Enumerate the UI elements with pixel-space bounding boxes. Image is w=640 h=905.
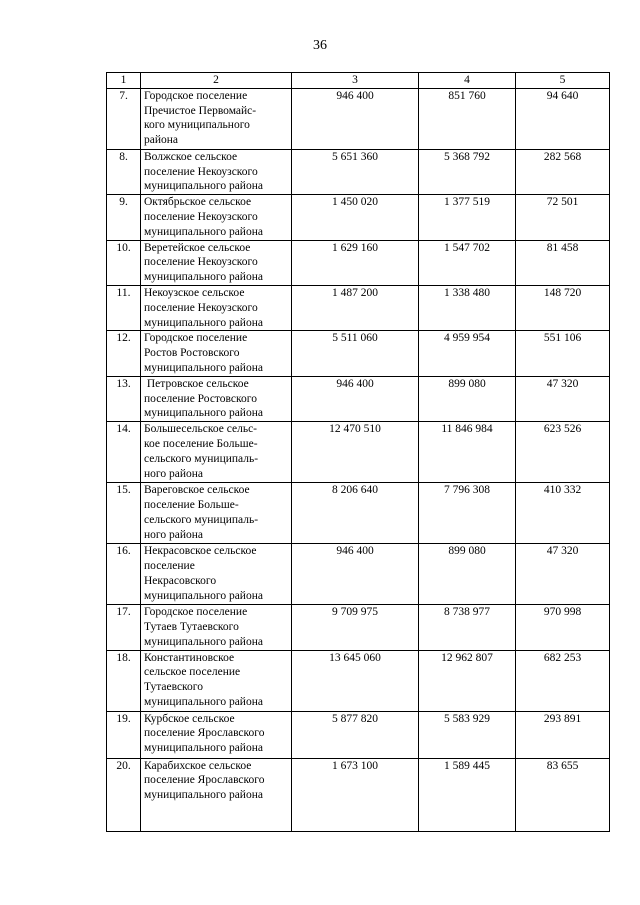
settlement-name-line: муниципального района <box>144 635 263 648</box>
amount-v5: 970 998 <box>516 605 610 650</box>
table-row <box>107 422 610 483</box>
row-number: 17. <box>107 605 141 650</box>
settlement-name <box>141 483 292 544</box>
settlement-name-line: Пречистое Первомайс- <box>144 104 257 117</box>
amount-v4: 899 080 <box>419 376 516 421</box>
amount-v5: 83 655 <box>516 758 610 831</box>
settlement-name <box>141 331 292 376</box>
settlement-name <box>141 376 292 421</box>
column-header: 2 <box>141 73 292 89</box>
settlement-name-line: Ростов Ростовского <box>144 347 240 360</box>
amount-v4: 5 583 929 <box>419 711 516 758</box>
page-number: 36 <box>313 38 327 53</box>
table-row <box>107 240 610 285</box>
amount-v5: 551 106 <box>516 331 610 376</box>
settlement-name-line: Петровское сельское <box>144 377 249 390</box>
amount-v4: 8 738 977 <box>419 605 516 650</box>
amount-v4: 5 368 792 <box>419 149 516 194</box>
table-row <box>107 88 610 149</box>
amount-v3: 946 400 <box>292 88 419 149</box>
settlement-name-line: Некрасовского <box>144 574 217 587</box>
amount-v5: 72 501 <box>516 195 610 240</box>
amount-v3: 12 470 510 <box>292 422 419 483</box>
row-number: 11. <box>107 285 141 330</box>
settlement-name <box>141 605 292 650</box>
settlement-name-line: муниципального района <box>144 180 263 193</box>
settlement-name <box>141 422 292 483</box>
table-row <box>107 711 610 758</box>
settlement-name <box>141 758 292 831</box>
amount-v4: 12 962 807 <box>419 650 516 711</box>
row-number: 18. <box>107 650 141 711</box>
settlement-name-line: поселение Некоузского <box>144 301 258 314</box>
row-number: 15. <box>107 483 141 544</box>
amount-v3: 1 450 020 <box>292 195 419 240</box>
amount-v4: 1 547 702 <box>419 240 516 285</box>
amount-v3: 5 511 060 <box>292 331 419 376</box>
table-row <box>107 195 610 240</box>
table-row <box>107 605 610 650</box>
settlement-name-line: сельского муниципаль- <box>144 513 259 526</box>
amount-v5: 293 891 <box>516 711 610 758</box>
amount-v5: 81 458 <box>516 240 610 285</box>
settlement-name-line: поселение Ярославского <box>144 727 265 740</box>
settlement-name-line: сельского муниципаль- <box>144 452 259 465</box>
table-row <box>107 376 610 421</box>
row-number: 19. <box>107 711 141 758</box>
row-number: 20. <box>107 758 141 831</box>
amount-v4: 851 760 <box>419 88 516 149</box>
settlement-name-line: Городское поселение <box>144 332 248 345</box>
row-number: 16. <box>107 544 141 605</box>
settlement-name-line: муниципального района <box>144 361 263 374</box>
settlement-name-line: Городское поселение <box>144 606 248 619</box>
amount-v4: 4 959 954 <box>419 331 516 376</box>
amount-v4: 11 846 984 <box>419 422 516 483</box>
settlement-name-line: муниципального района <box>144 316 263 329</box>
amount-v3: 946 400 <box>292 376 419 421</box>
table-row <box>107 758 610 831</box>
settlement-name-line: поселение Больше- <box>144 498 239 511</box>
table-row <box>107 285 610 330</box>
settlement-name-line: муниципального района <box>144 742 263 755</box>
amount-v3: 946 400 <box>292 544 419 605</box>
budget-table <box>106 72 610 832</box>
settlement-name-line: Тутаев Тутаевского <box>144 620 239 633</box>
settlement-name-line: Волжское сельское <box>144 150 238 163</box>
settlement-name-line: Большесельское сельс- <box>144 423 258 436</box>
settlement-name-line: Карабихское сельское <box>144 759 252 772</box>
settlement-name-line: Константиновское <box>144 651 235 664</box>
amount-v3: 1 487 200 <box>292 285 419 330</box>
row-number: 10. <box>107 240 141 285</box>
table-row <box>107 331 610 376</box>
settlement-name-line: муниципального района <box>144 695 263 708</box>
amount-v5: 47 320 <box>516 544 610 605</box>
settlement-name-line: Городское поселение <box>144 89 248 102</box>
row-number: 14. <box>107 422 141 483</box>
settlement-name <box>141 240 292 285</box>
amount-v3: 1 629 160 <box>292 240 419 285</box>
amount-v3: 13 645 060 <box>292 650 419 711</box>
amount-v5: 148 720 <box>516 285 610 330</box>
settlement-name-line: сельское поселение <box>144 666 241 679</box>
settlement-name-line: района <box>144 134 179 147</box>
settlement-name-line: Некоузское сельское <box>144 286 245 299</box>
row-number: 8. <box>107 149 141 194</box>
amount-v5: 623 526 <box>516 422 610 483</box>
settlement-name <box>141 544 292 605</box>
amount-v5: 94 640 <box>516 88 610 149</box>
table-header-row <box>107 73 610 89</box>
amount-v5: 282 568 <box>516 149 610 194</box>
amount-v4: 1 589 445 <box>419 758 516 831</box>
column-header: 1 <box>107 73 141 89</box>
column-header: 4 <box>419 73 516 89</box>
amount-v3: 5 877 820 <box>292 711 419 758</box>
settlement-name-line: муниципального района <box>144 271 263 284</box>
amount-v3: 9 709 975 <box>292 605 419 650</box>
amount-v4: 1 338 480 <box>419 285 516 330</box>
row-number: 13. <box>107 376 141 421</box>
settlement-name-line: поселение Ярославского <box>144 774 265 787</box>
settlement-name-line: кое поселение Больше- <box>144 437 258 450</box>
settlement-name-line: поселение <box>144 559 195 572</box>
settlement-name-line: муниципального района <box>144 789 263 802</box>
amount-v3: 1 673 100 <box>292 758 419 831</box>
settlement-name-line: поселение Некоузского <box>144 256 258 269</box>
table-row <box>107 149 610 194</box>
amount-v4: 7 796 308 <box>419 483 516 544</box>
settlement-name-line: Курбское сельское <box>144 712 235 725</box>
settlement-name-line: Октябрьское сельское <box>144 196 252 209</box>
row-number: 12. <box>107 331 141 376</box>
settlement-name-line: поселение Ростовского <box>144 392 257 405</box>
settlement-name <box>141 149 292 194</box>
row-number: 9. <box>107 195 141 240</box>
settlement-name-line: поселение Некоузского <box>144 210 258 223</box>
amount-v5: 682 253 <box>516 650 610 711</box>
settlement-name-line: поселение Некоузского <box>144 165 258 178</box>
amount-v5: 47 320 <box>516 376 610 421</box>
settlement-name <box>141 88 292 149</box>
table-row <box>107 650 610 711</box>
settlement-name-line: кого муниципального <box>144 119 250 132</box>
settlement-name-line: муниципального района <box>144 225 263 238</box>
settlement-name-line: муниципального района <box>144 407 263 420</box>
settlement-name-line: муниципального района <box>144 589 263 602</box>
settlement-name-line: Вареговское сельское <box>144 484 250 497</box>
settlement-name <box>141 711 292 758</box>
settlement-name <box>141 650 292 711</box>
column-header: 3 <box>292 73 419 89</box>
settlement-name-line: Некрасовское сельское <box>144 545 257 558</box>
amount-v4: 899 080 <box>419 544 516 605</box>
amount-v3: 5 651 360 <box>292 149 419 194</box>
column-header: 5 <box>516 73 610 89</box>
table-row <box>107 483 610 544</box>
table-row <box>107 544 610 605</box>
row-number: 7. <box>107 88 141 149</box>
amount-v4: 1 377 519 <box>419 195 516 240</box>
settlement-name-line: Тутаевского <box>144 681 203 694</box>
amount-v3: 8 206 640 <box>292 483 419 544</box>
amount-v5: 410 332 <box>516 483 610 544</box>
settlement-name-line: Веретейское сельское <box>144 241 251 254</box>
settlement-name-line: ного района <box>144 528 203 541</box>
settlement-name-line: ного района <box>144 467 203 480</box>
settlement-name <box>141 285 292 330</box>
settlement-name <box>141 195 292 240</box>
